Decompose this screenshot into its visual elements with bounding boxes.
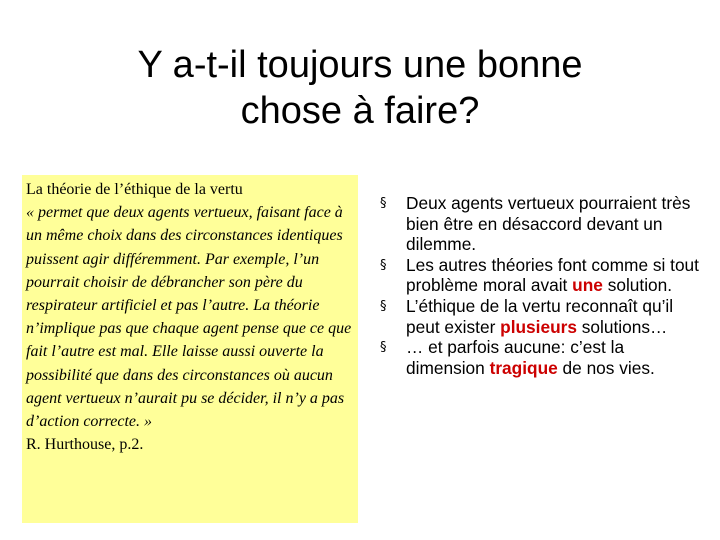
bullet-emphasis: plusieurs	[500, 316, 577, 337]
bullet-marker-icon: §	[380, 257, 387, 273]
bullet-text: Deux agents vertueux pourraient très bien être en désaccord devant un dilemme.	[406, 193, 691, 255]
bullet-text: Les autres théories font comme si tout problème moral avait	[406, 254, 699, 296]
bullet-item	[380, 255, 700, 296]
bullet-text: … et parfois aucune: c’est la dimension	[406, 337, 625, 378]
bullet-marker-icon: §	[380, 298, 387, 314]
slide-title	[40, 42, 680, 134]
bullet-item	[380, 193, 700, 255]
bullet-emphasis: tragique	[489, 357, 558, 378]
bullet-text-end: de nos vies.	[557, 357, 655, 378]
quote-reference: R. Hurthouse, p.2.	[26, 436, 144, 454]
bullet-text-end: solution.	[602, 275, 673, 296]
quote-body: « permet que deux agents vertueux, faisant face à un même choix dans des circonstances identiques puissent agir différemment. Par exemple, l’un pourrait choisir de débrancher son père du respirateur artificiel et pas l’autre. La théorie n’implique pas que chaque agent pense que ce que fait l’autre est mal. Elle laisse aussi ouverte la possibilité que dans des circonstances où aucun agent vertueux n’aurait pu se décider, il n’y a pas d’action correcte. »	[26, 204, 352, 431]
bullet-emphasis: une	[572, 275, 603, 296]
bullet-text: L’éthique de la vertu reconnaît qu’il peut exister	[406, 295, 674, 337]
bullet-marker-icon: §	[380, 196, 387, 211]
quote-heading: La théorie de l’éthique de la vertu	[26, 181, 243, 198]
bullet-marker-icon: §	[380, 340, 387, 356]
bullet-text-end: solutions…	[576, 316, 668, 337]
bullet-item	[380, 337, 700, 378]
slide-title-line-2: chose à faire?	[240, 90, 480, 132]
slide-title-line-1: Y a-t-il toujours une bonne	[137, 44, 583, 86]
bullet-item	[380, 296, 700, 337]
quote-box	[22, 175, 358, 523]
bullet-list	[380, 193, 700, 378]
